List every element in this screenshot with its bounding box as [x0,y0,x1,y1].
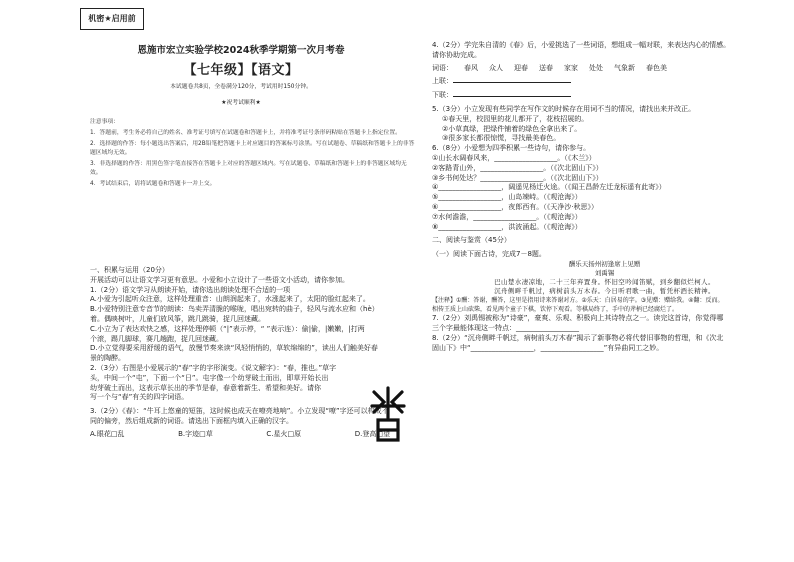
q6-item: ⑤__________________，山岛竦峙。（《观沧海》） [432,193,582,202]
q6-item: ⑦水何澹澹，__________________。（《观沧海》） [432,212,582,221]
option-c: C.小立为了表达欢快之感，这样处理停顿（“|”表示停，“ ”表示连）：偷|偷，|嫩嫩，|打两 [90,324,365,333]
question-3-cont: 同的偏旁，然后组成新的词语。请选出下面框内填入正确的汉字。 [90,416,293,425]
section-heading: 一、积累与运用（20分） [90,266,169,274]
question-2-cont: 幼芽破土而出，这表示草长出的季节是春，春意着新生、希望和美好。请你 [90,383,321,392]
question-4: 4.（2分）学完朱自清的《春》后，小爱挑选了一些词语，想组成一幅对联，来表达内心的情感。 [432,41,731,49]
poem-line: 沉舟侧畔千帆过，病树前头万木春。今日听君歌一曲，暂凭杯酒长精神。 [494,287,715,296]
notice-heading: 注意事项： [90,119,119,125]
upper-label: 上联： [432,77,453,86]
annotation-cont: 相传王质上山砍柴，看见两个童子下棋，饮停下观看。等棋局终了，手中的斧柄已经腐烂了。 [432,306,679,314]
exam-info: 本试题卷共8页，全卷满分120分，考试用时150分钟。 [170,84,312,90]
option-d: D.登高□望 [354,429,390,438]
question-8: 8.（2分）“沉舟侧畔千帆过，病树前头万木春”揭示了新事物必将代替旧事物的哲理，和《次北 [432,333,724,342]
option-b-cont: 着。偶映树叶，儿童们放风筝，跳几跳骑，捉几回迷藏。 [90,314,265,323]
good-luck-line: ★祝考试顺利★ [221,100,261,106]
confidential-badge: 机密★启用前 [80,8,144,30]
exam-subtitle: 【七年级】【语文】 [183,63,299,78]
option-c: C.星火□原 [266,429,302,438]
word: 处处 [589,63,603,72]
question-6: 6.（8分）小爱想为四季积累一些诗句，请你参与。 [432,144,591,153]
lower-blank [453,96,571,97]
option-c-cont: 个滚，踢几脚球，赛几趟跑，捉几回迷藏。 [90,334,223,343]
question-7: 7.（2分）刘禹锡被称为“诗豪”，豪爽、乐观、积极向上其诗特点之一。读完这首诗，你觉得哪 [432,314,724,323]
q6-item: ④__________________，阔遥见杨迁火途。（《闻王昌龄左迁龙标遥有此寄》） [432,183,666,192]
annotation: 【注释】①酬：答谢，酬答，这里是指用诗来答谢对方。②乐天：白居易的字。③见赠：赠给我。④翻：反而。 [432,297,724,305]
option-a: A.眼花□乱 [90,429,125,438]
question-8-cont: 固山下》中“__________________，__________________”有异曲同工之妙。 [432,343,664,352]
word: 春风 [464,63,478,72]
q6-item: ③乡书何处达？__________________。（《次北固山下》） [432,173,603,182]
word: 家家 [564,63,578,72]
upper-couplet [432,77,777,87]
lower-couplet [432,91,777,101]
q6-item: ②客路青山外，__________________。（《次北固山下》） [432,163,603,172]
notice-block [90,118,415,191]
question-3: 3.（2分）《春》：“牛耳上悠童的短笛，这时候也成天在嘹亮地响”。小立发现“嘹”字还可以构成不 [90,407,389,416]
seal-character-chun [368,384,408,446]
option-b: B.字迹□草 [178,429,213,438]
word: 春色美 [646,63,667,72]
lower-label: 下联： [432,91,453,100]
poem-title: 酬乐天扬州初逢席上见赠 [568,259,641,268]
word: 众人 [489,63,503,72]
q6-item: ⑥__________________，夜郎西有。（《天净沙·秋思》） [432,202,599,211]
question-2-cont: 头，中间一个“屯”，下面一个“日”。屯字像一个幼芽破土而出，即草开始长出 [90,373,329,382]
question-2-cont: 写一个与“春”有关的四字词语。 [90,393,189,402]
notice-item: 4．考试结束后，请将试题卷和答题卡一并上交。 [90,180,216,187]
question-1: 1.（2分）语文学习从朗读开始，请你选出朗读处理不合适的一项 [90,285,291,294]
q6-item: ⑧__________________，洪波涌起。（《观沧海》） [432,222,582,231]
poem-line: 巴山楚水凄凉地，二十三年弃置身。怀旧空吟闻笛赋，到乡翻似烂柯人。 [494,278,715,287]
question-7-cont: 三个字最能体现这一特点：__________________ [432,324,579,333]
q6-item: ①山长水阔春风来，__________________。（《木兰》） [432,153,596,162]
question-5: 5.（3分）小立发现有些同学在写作文的时候存在用词不当的情况，请找出来并改正。 [432,104,696,113]
word: 送春 [539,63,553,72]
word-bank-label: 词语： [432,63,453,72]
word-bank [432,64,777,74]
word: 气象新 [614,63,635,72]
question-3-options [90,430,390,440]
section-2-heading: 二、阅读与鉴赏（45分） [432,236,511,245]
poem-author: 刘禹锡 [594,269,615,278]
seal-script-image [368,384,408,446]
notice-item: 1．答题前，考生务必将自己的姓名、准考证号填写在试题卷和答题卡上，并将准考证号条形码粘贴在答题卡上指定位置。 [90,129,401,136]
q5-item: ①春天里，校园里的花儿都开了，花枝招展的。 [442,114,589,123]
question-2: 2.（3分）右图是小爱展示的“春”字的字形演变。《说文解字》：“春，推也。”草字 [90,363,337,372]
word: 迎春 [514,63,528,72]
notice-item: 2．选择题的作答：每小题选出答案后，用2B铅笔把答题卡上对应题目的答案标号涂黑。写在试题卷、草稿纸和答题卡上的非答题区域均无效。 [90,140,415,156]
upper-blank [453,82,571,83]
option-a: A.小爱为引起听众注意，这样处理重音：山朗润起来了，水涨起来了，太阳的脸红起来了。 [90,295,370,304]
left-column [90,266,415,440]
option-b: B.小爱特别注意专音节的朗读：鸟卖弄清脆的喉咙，唱出宛转的曲子，轻风与流水应和（hè） [90,305,379,314]
section-intro: 开展活动可以让语文学习更有意思。小爱和小立设计了一些语文小活动，请你参加。 [90,275,349,284]
notice-item: 3．非选择题的作答：用黑色签字笔直接答在答题卡上对应的答题区域内。写在试题卷、草稿纸和答题卡上的非答题区域均无效。 [90,160,407,176]
option-d: D.小立觉得要采用舒缓的语气，放慢节奏来读“风轻悄悄的，草软绵绵的”，读出人们触美好春 [90,344,378,353]
option-d-cont: 景的陶醉。 [90,354,125,363]
exam-title: 恩施市宏立实验学校2024秋季学期第一次月考卷 [137,45,345,56]
right-column [432,41,777,354]
q5-item: ②小草真绿，把绿件铺着的绿色全拿出来了。 [442,124,582,133]
subsection-heading: （一）阅读下面古诗，完成7－8题。 [432,250,546,259]
q5-item: ③很多家长都很惊慌，寻找最美春色。 [442,134,561,143]
question-4-cont: 请你协助完成。 [432,50,481,59]
